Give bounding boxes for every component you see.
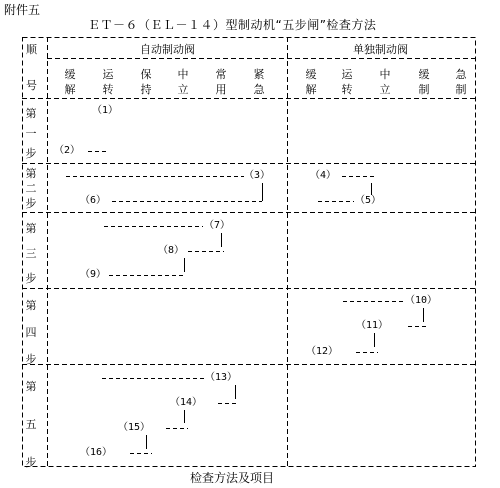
item-1: （1）	[92, 105, 119, 116]
independent-valve-header: 单独制动阀	[353, 43, 408, 56]
indep-pos-release: 缓 解	[305, 68, 317, 96]
seq-header-bottom: 号	[26, 79, 37, 92]
item-13: （13）	[205, 372, 238, 383]
document-title: ＥＴ－６（ＥＬ－１４）型制动机“五步闸”检查方法	[88, 18, 377, 32]
item-3: （3）	[244, 170, 271, 181]
indep-pos-running: 运 转	[341, 68, 353, 96]
item-14: （14）	[170, 397, 203, 408]
step-label-1: 第 一 步	[25, 107, 37, 160]
auto-pos-hold: 保 持	[140, 68, 152, 96]
auto-pos-emergency: 紧 急	[253, 68, 265, 96]
item-4: （4）	[310, 170, 337, 181]
step-label-4: 第 四 步	[25, 299, 37, 366]
item-10: （10）	[405, 295, 438, 306]
item-2: （2）	[54, 145, 81, 156]
item-16: （16）	[80, 447, 113, 458]
item-9: （9）	[80, 269, 107, 280]
item-5: （5）	[355, 195, 382, 206]
appendix-label: 附件五	[4, 3, 41, 17]
step-label-3: 第 三 步	[25, 222, 37, 285]
item-7: （7）	[204, 220, 231, 231]
indep-pos-neutral: 中 立	[379, 68, 391, 96]
table-border	[23, 38, 476, 467]
indep-pos-fast-apply: 急 制	[455, 68, 467, 96]
item-11: （11）	[356, 320, 389, 331]
auto-pos-neutral: 中 立	[177, 68, 189, 96]
indep-pos-slow-apply: 缓 制	[418, 68, 430, 96]
table-caption: 检查方法及项目	[190, 471, 275, 485]
auto-pos-running: 运 转	[102, 68, 114, 96]
step-label-2: 第 二 步	[25, 167, 37, 210]
item-6: （6）	[80, 195, 107, 206]
auto-pos-release: 缓 解	[64, 68, 76, 96]
auto-valve-header: 自动制动阀	[140, 43, 195, 56]
step-label-5: 第 五 步	[25, 380, 37, 469]
item-8: （8）	[158, 245, 185, 256]
item-12: （12）	[306, 346, 339, 357]
item-15: （15）	[118, 422, 151, 433]
auto-pos-service: 常 用	[215, 68, 227, 96]
seq-header-top: 顺	[26, 43, 37, 56]
